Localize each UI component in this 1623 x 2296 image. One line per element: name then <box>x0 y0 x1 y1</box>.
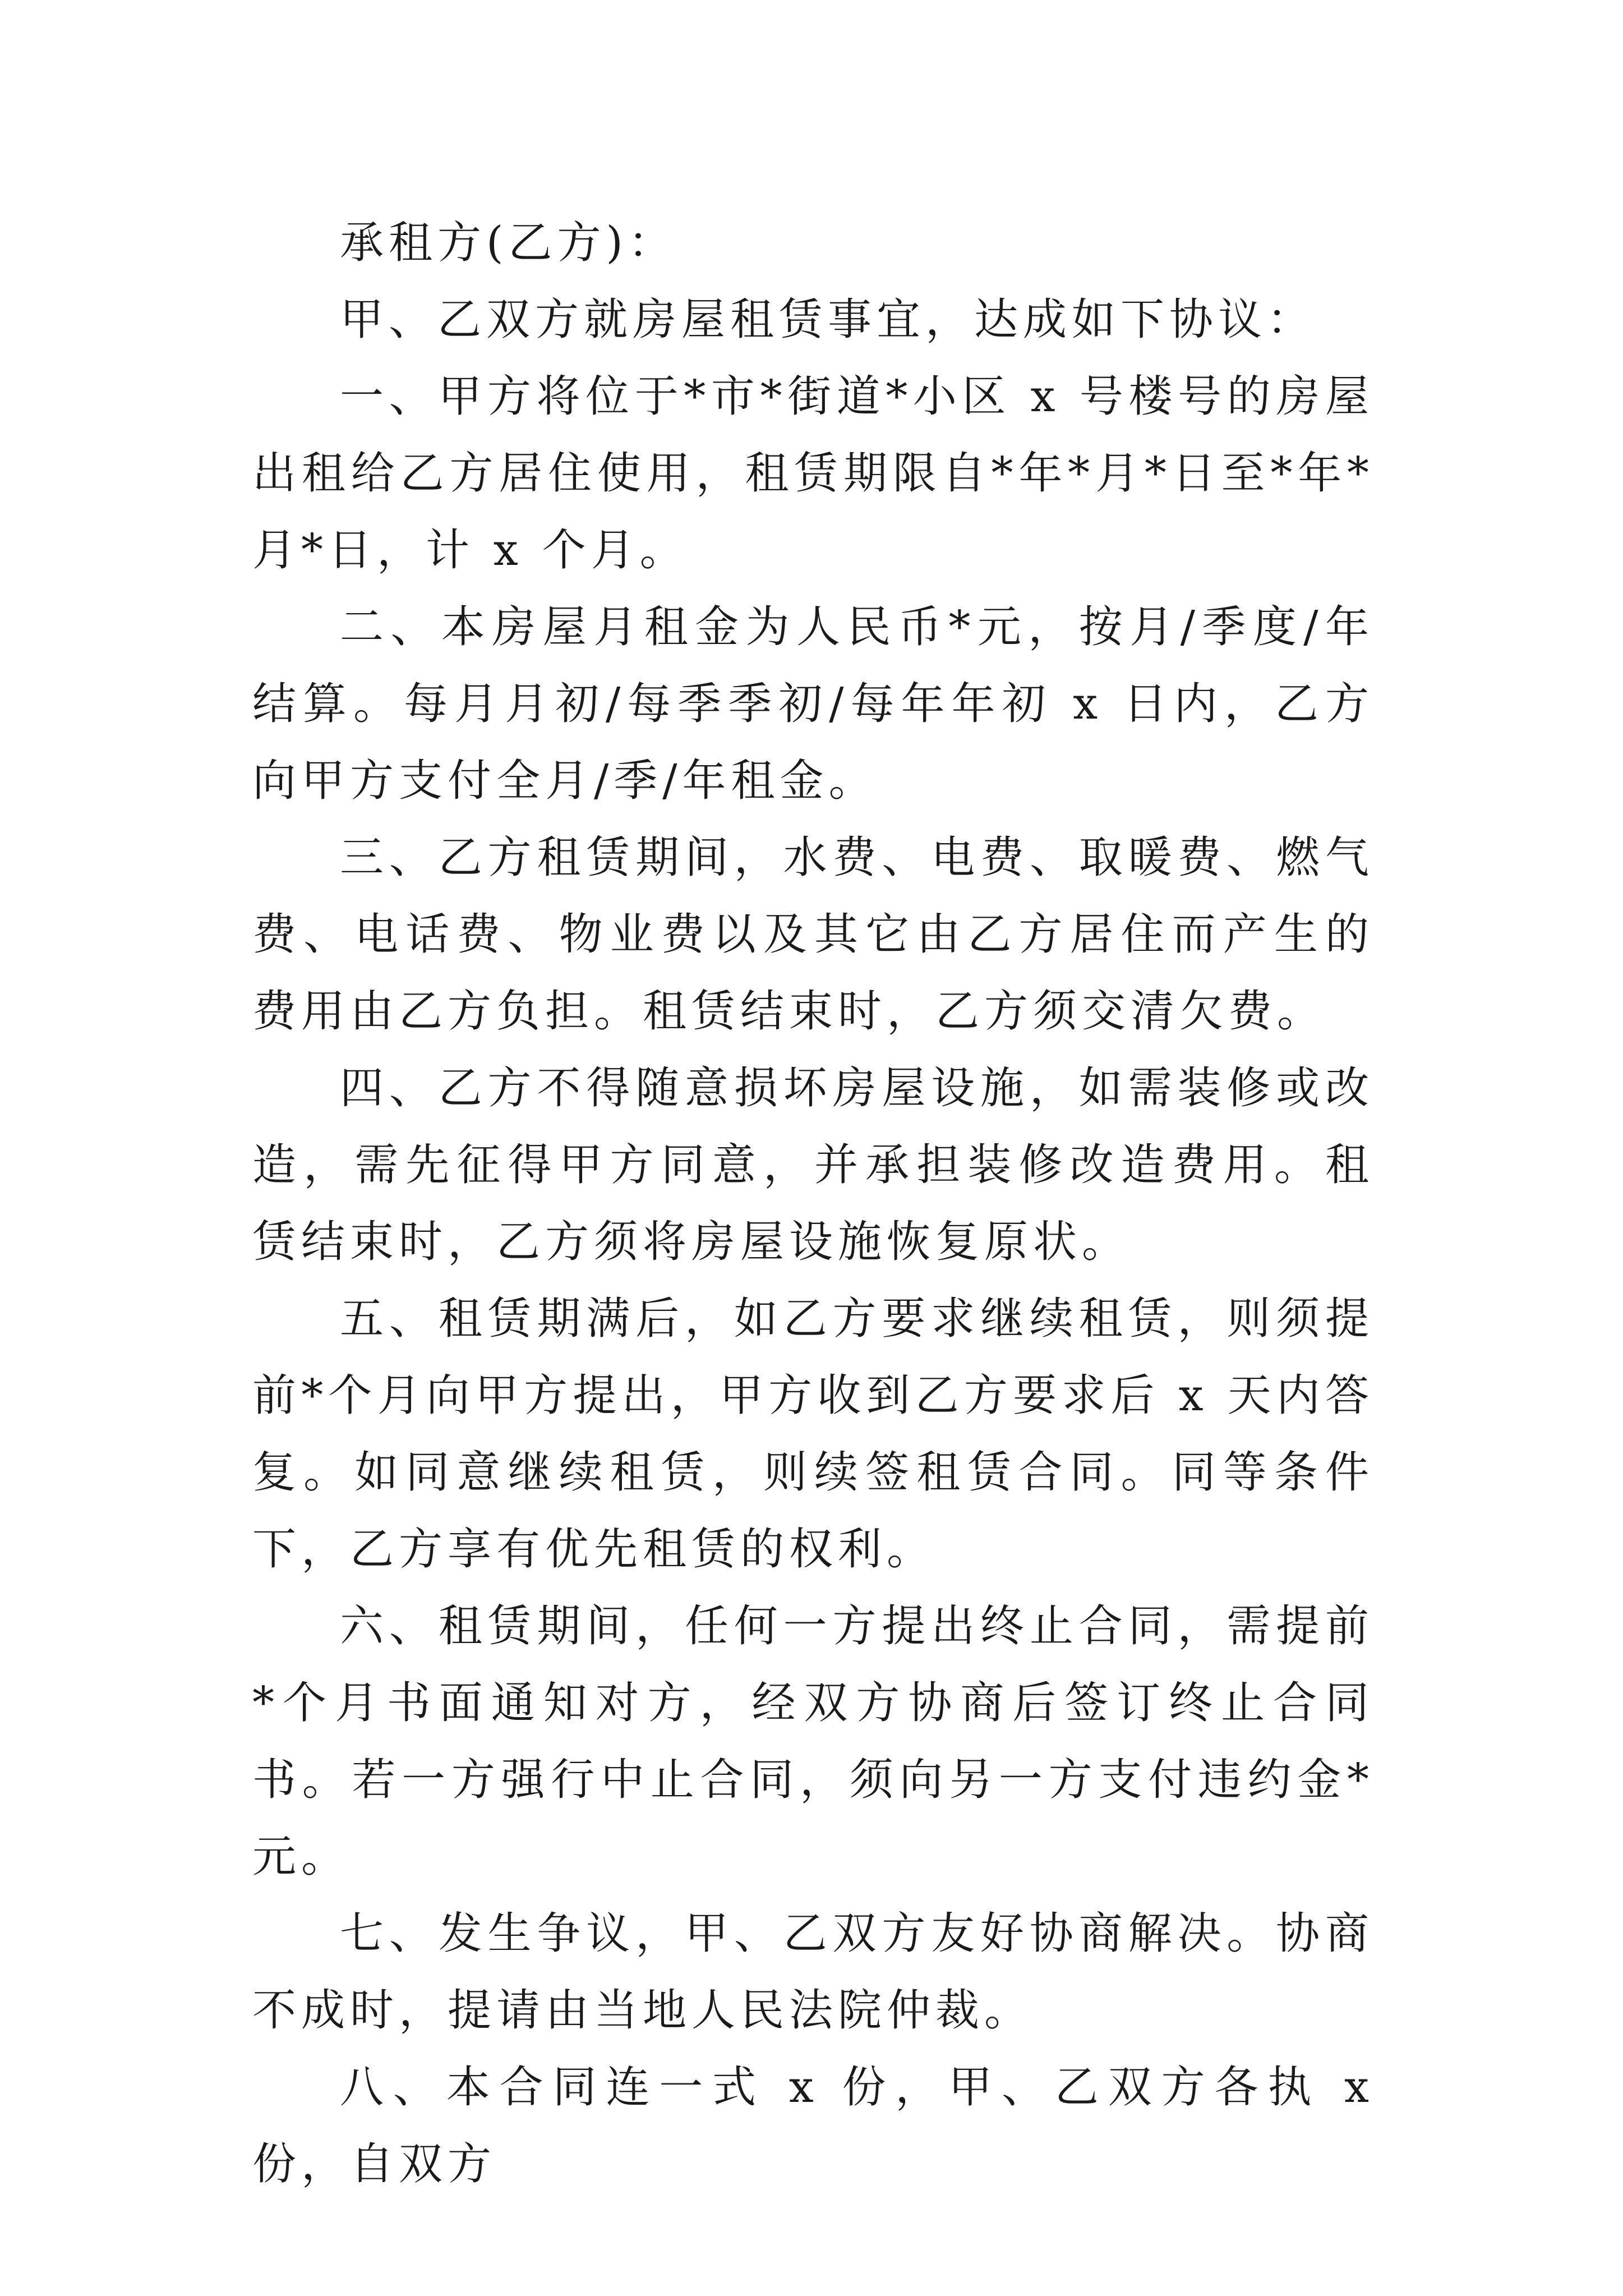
paragraph-clause-1: 一、甲方将位于*市*街道*小区 x 号楼号的房屋出租给乙方居住使用，租赁期限自*年*月*日至*年*月*日，计 x 个月。 <box>252 371 1374 576</box>
paragraph-clause-8: 八、本合同连一式 x 份，甲、乙双方各执 x 份，自双方 <box>252 2062 1374 2189</box>
paragraph-clause-6: 六、租赁期间，任何一方提出终止合同，需提前*个月书面通知对方，经双方协商后签订终止合同书。若一方强行中止合同，须向另一方支付违约金*元。 <box>252 1601 1374 1882</box>
document-body <box>252 205 1374 2203</box>
paragraph-lessee: 承租方(乙方)： <box>340 218 677 268</box>
paragraph-clause-4: 四、乙方不得随意损坏房屋设施，如需装修或改造，需先征得甲方同意，并承担装修改造费用。租赁结束时，乙方须将房屋设施恢复原状。 <box>252 1063 1374 1267</box>
paragraph-clause-7: 七、发生争议，甲、乙双方友好协商解决。协商不成时，提请由当地人民法院仲裁。 <box>252 1908 1374 2036</box>
paragraph-clause-5: 五、租赁期满后，如乙方要求继续租赁，则须提前*个月向甲方提出，甲方收到乙方要求后 x 天内答复。如同意继续租赁，则续签租赁合同。同等条件下，乙方享有优先租赁的权利。 <box>252 1294 1374 1575</box>
paragraph-clause-2: 二、本房屋月租金为人民币*元，按月/季度/年结算。每月月初/每季季初/每年年初 x 日内，乙方向甲方支付全月/季/年租金。 <box>252 602 1374 806</box>
paragraph-agreement-intro: 甲、乙双方就房屋租赁事宜，达成如下协议： <box>340 295 1316 345</box>
paragraph-clause-3: 三、乙方租赁期间，水费、电费、取暖费、燃气费、电话费、物业费以及其它由乙方居住而产生的费用由乙方负担。租赁结束时，乙方须交清欠费。 <box>252 832 1374 1037</box>
